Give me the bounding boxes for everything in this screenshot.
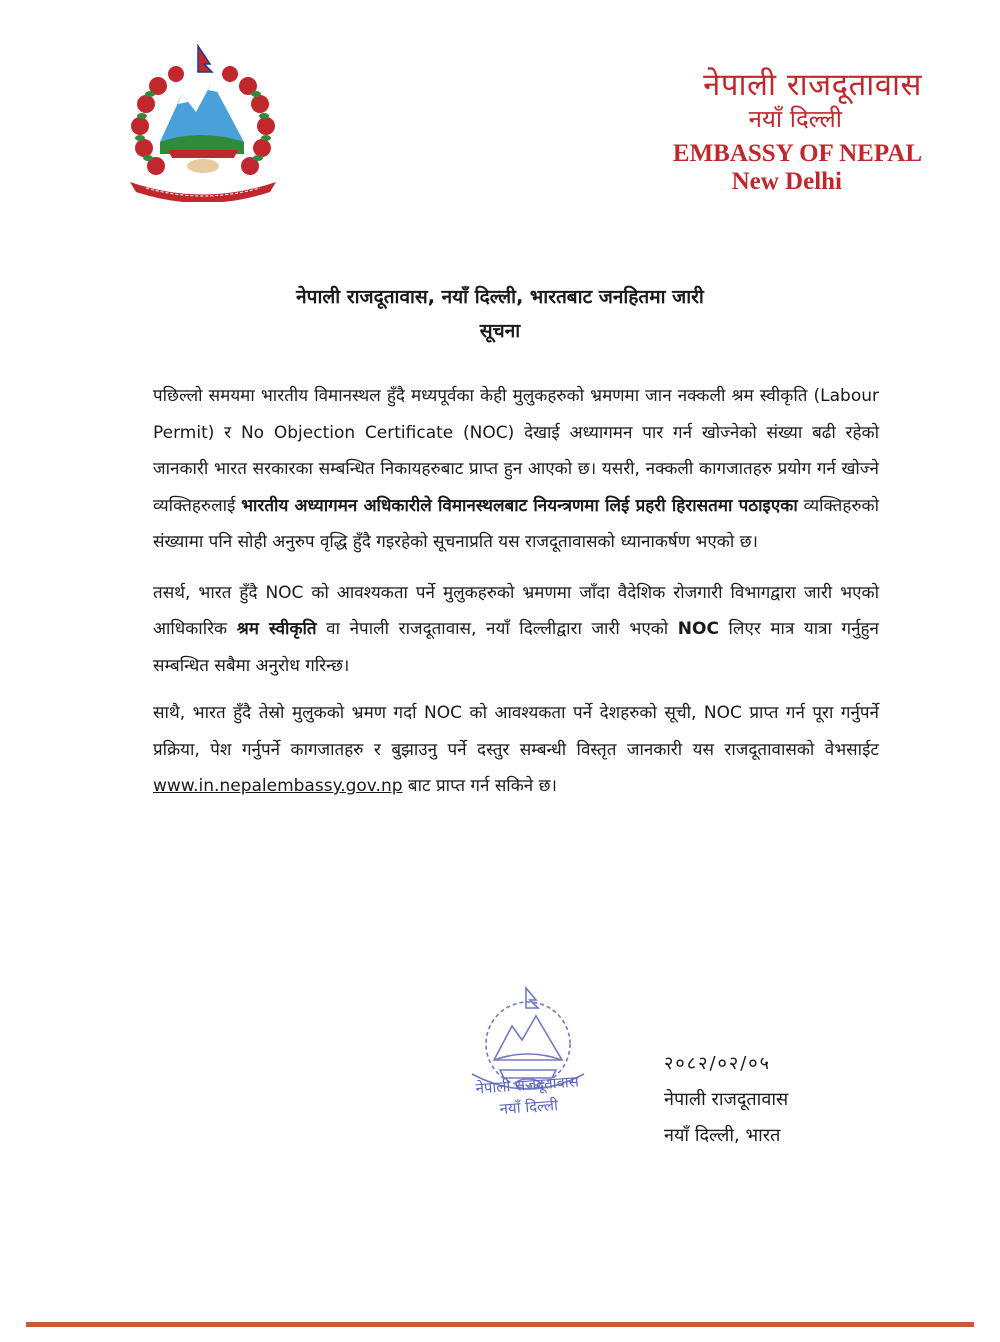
notice-paragraph-3 (153, 695, 879, 805)
p2-text-a: तसर्थ, भारत हुँदै NOC को आवश्यकता पर्ने मुलुकहरुको भ्रमणमा जाँदा वैदेशिक रोजगारी विभागद्वारा जारी भएको आधिकारिक (153, 582, 879, 639)
letterhead-nepali-title: नेपाली राजदूतावास (703, 67, 922, 103)
notice-title: नेपाली राजदूतावास, नयाँ दिल्ली, भारतबाट जनहितमा जारी (296, 286, 704, 308)
notice-paragraph-2 (153, 575, 879, 685)
signature-line-2: नयाँ दिल्ली, भारत (664, 1125, 781, 1146)
p2-text-c: वा नेपाली राजदूतावास, नयाँ दिल्लीद्वारा जारी भएको (316, 619, 678, 639)
letterhead-english-city: New Delhi (731, 168, 842, 195)
stamp-line-2: नयाँ दिल्ली (499, 1095, 559, 1118)
footer-rule (26, 1322, 974, 1327)
p1-text-a: पछिल्लो समयमा भारतीय विमानस्थल हुँदै मध्यपूर्वका केही मुलुकहरुको भ्रमणमा जान नक्कली श्रम स्वीकृति (Labour Permit) र No Objection Certificate (NOC) देखाई अध्यागमन पार गर्न खोज्नेको संख्या बढी रहेको जानकारी भारत सरकारका सम्बन्धित निकायहरुबाट प्राप्त हुन आएको छ। यसरी, नक्कली कागजातहरु प्रयोग गर्न खोज्ने व्यक्तिहरुलाई (153, 386, 879, 516)
notice-subtitle: सूचना (479, 320, 521, 342)
letterhead-nepali-city: नयाँ दिल्ली (748, 105, 842, 133)
notice-body (153, 378, 879, 816)
notice-date: २०८२/०२/०५ (664, 1053, 772, 1074)
letterhead-english-title: EMBASSY OF NEPAL (672, 140, 922, 167)
signature-block (664, 1046, 904, 1154)
notice-heading (150, 283, 850, 345)
stamp-line-1: नेपाली राजदूतावास (474, 1072, 580, 1098)
p2-text-e: लिएर मात्र यात्रा गर्नुहुन सम्बन्धित सबैमा अनुरोध गरिन्छ। (153, 619, 879, 676)
letterhead (502, 66, 922, 196)
p3-text-c: बाट प्राप्त गर्न सकिने छ। (402, 776, 557, 796)
p2-bold-noc: NOC (677, 619, 719, 639)
p1-text-c: व्यक्तिहरुको संख्यामा पनि सोही अनुरुप वृद्धि हुँदै गइरहेको सूचनाप्रति यस राजदूतावासको ध्यानाकर्षण भएको छ। (153, 495, 879, 552)
p2-bold-labour-permit: श्रम स्वीकृति (236, 619, 317, 639)
p1-bold-text: भारतीय अध्यागमन अधिकारीले विमानस्थलबाट नियन्त्रणमा लिई प्रहरी हिरासतमा पठाइएका (241, 495, 798, 516)
embassy-stamp-text (467, 1070, 590, 1122)
p3-text-a: साथै, भारत हुँदै तेस्रो मुलुकको भ्रमण गर्दा NOC को आवश्यकता पर्ने देशहरुको सूची, NOC प्राप्त गर्न पूरा गर्नुपर्ने प्रक्रिया, पेश गर्नुपर्ने कागजातहरु र बुझाउनु पर्ने दस्तुर सम्बन्धी विस्तृत जानकारी यस राजदूतावासको वेभसाईट (153, 703, 879, 760)
nepal-coat-of-arms-icon (120, 42, 285, 202)
notice-paragraph-1 (153, 378, 879, 561)
embassy-website-link[interactable]: www.in.nepalembassy.gov.np (153, 776, 403, 796)
signature-line-1: नेपाली राजदूतावास (664, 1089, 789, 1110)
